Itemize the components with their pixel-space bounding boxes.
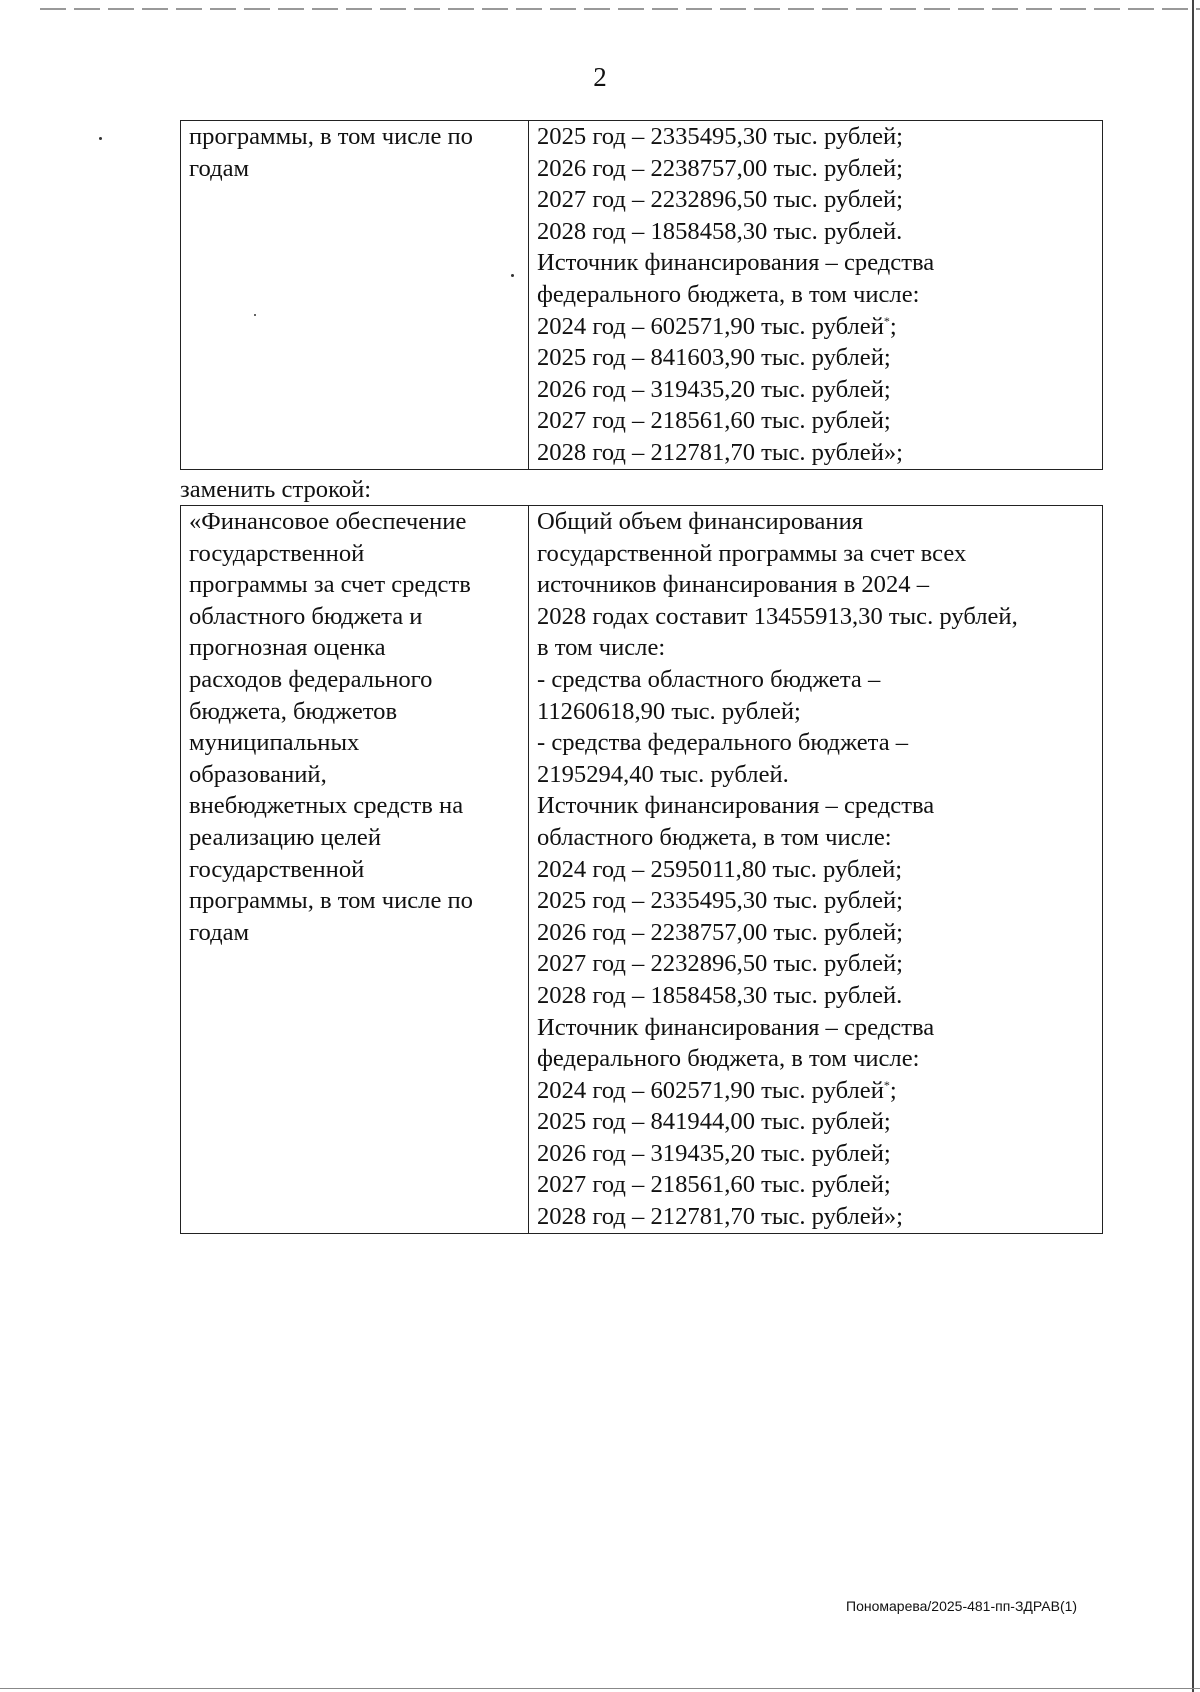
footer-document-code: Пономарева/2025-481-пп-ЗДРАВ(1) bbox=[846, 1598, 1078, 1614]
cell-line: годам bbox=[189, 918, 250, 946]
cell-line: 2025 год – 841603,90 тыс. рублей; bbox=[537, 344, 891, 372]
cell-line: Источник финансирования – средства bbox=[537, 1013, 935, 1041]
cell-line: внебюджетных средств на bbox=[189, 792, 464, 820]
table-row bbox=[181, 121, 1103, 470]
footnote-mark: * bbox=[883, 1077, 890, 1092]
scan-speck bbox=[99, 137, 102, 140]
cell-line: - средства федерального бюджета – bbox=[537, 729, 909, 757]
cell-line: 2026 год – 2238757,00 тыс. рублей; bbox=[537, 154, 903, 182]
cell-line: государственной bbox=[189, 855, 365, 883]
cell-line: 2025 год – 2335495,30 тыс. рублей; bbox=[537, 887, 903, 915]
cell-line: Источник финансирования – средства bbox=[537, 792, 935, 820]
cell-line: 2028 годах составит 13455913,30 тыс. рублей, bbox=[537, 602, 1018, 630]
cell-line: областного бюджета и bbox=[189, 602, 423, 630]
cell-line: федерального бюджета, в том числе: bbox=[537, 1045, 920, 1073]
cell-line: программы, в том числе по bbox=[189, 887, 473, 915]
cell-line: источников финансирования в 2024 – bbox=[537, 571, 929, 599]
cell-line: 2025 год – 841944,00 тыс. рублей; bbox=[537, 1108, 891, 1136]
table-after bbox=[180, 505, 1103, 1234]
right-cell bbox=[529, 121, 1103, 470]
scan-edge-top bbox=[40, 8, 1200, 10]
page-number: 2 bbox=[593, 62, 607, 92]
cell-line: годам bbox=[189, 154, 250, 182]
cell-line: 2025 год – 2335495,30 тыс. рублей; bbox=[537, 123, 903, 150]
cell-line: 2027 год – 218561,60 тыс. рублей; bbox=[537, 1171, 891, 1199]
cell-line: 2195294,40 тыс. рублей. bbox=[537, 760, 789, 788]
cell-line: муниципальных bbox=[189, 729, 360, 757]
cell-line: 2028 год – 1858458,30 тыс. рублей. bbox=[537, 981, 903, 1009]
cell-line: расходов федерального bbox=[189, 665, 433, 693]
cell-line: в том числе: bbox=[537, 634, 666, 662]
cell-line: 2026 год – 319435,20 тыс. рублей; bbox=[537, 1139, 891, 1167]
table-row bbox=[181, 506, 1103, 1234]
cell-line: государственной программы за счет всех bbox=[537, 539, 967, 567]
cell-line: 2027 год – 2232896,50 тыс. рублей; bbox=[537, 186, 903, 214]
cell-line: программы, в том числе по bbox=[189, 123, 473, 150]
cell-line: Общий объем финансирования bbox=[537, 508, 864, 535]
cell-line: 2028 год – 212781,70 тыс. рублей»; bbox=[537, 1203, 903, 1231]
cell-line: государственной bbox=[189, 539, 365, 567]
cell-line: 2026 год – 319435,20 тыс. рублей; bbox=[537, 375, 891, 403]
cell-line: 11260618,90 тыс. рублей; bbox=[537, 697, 801, 725]
cell-line: Источник финансирования – средства bbox=[537, 249, 935, 277]
left-cell bbox=[181, 121, 529, 470]
cell-line: реализацию целей bbox=[189, 823, 381, 851]
cell-line: 2026 год – 2238757,00 тыс. рублей; bbox=[537, 918, 903, 946]
table-before bbox=[180, 120, 1103, 470]
cell-line: областного бюджета, в том числе: bbox=[537, 823, 892, 851]
footnote-mark: * bbox=[883, 313, 890, 328]
line-tail: ; bbox=[889, 1076, 897, 1104]
cell-line-text: 2024 год – 602571,90 тыс. рублей bbox=[537, 312, 884, 340]
scan-edge-bottom bbox=[0, 1688, 1200, 1689]
cell-line-text: 2024 год – 602571,90 тыс. рублей bbox=[537, 1076, 884, 1104]
cell-line-footnoted bbox=[537, 1075, 1094, 1107]
cell-line: образований, bbox=[189, 760, 327, 788]
cell-line: бюджета, бюджетов bbox=[189, 697, 398, 725]
cell-line: 2027 год – 2232896,50 тыс. рублей; bbox=[537, 950, 903, 978]
right-cell bbox=[529, 506, 1103, 1234]
cell-line: - средства областного бюджета – bbox=[537, 665, 881, 693]
cell-line: прогнозная оценка bbox=[189, 634, 386, 662]
cell-line: программы за счет средств bbox=[189, 571, 471, 599]
line-tail: ; bbox=[889, 312, 897, 340]
replace-instruction: заменить строкой: bbox=[180, 476, 372, 503]
cell-line: 2028 год – 212781,70 тыс. рублей»; bbox=[537, 438, 903, 466]
cell-line-footnoted bbox=[537, 311, 1094, 343]
cell-line: 2028 год – 1858458,30 тыс. рублей. bbox=[537, 217, 903, 245]
cell-line: федерального бюджета, в том числе: bbox=[537, 280, 920, 308]
cell-line: «Финансовое обеспечение bbox=[189, 508, 467, 535]
cell-line: 2024 год – 2595011,80 тыс. рублей; bbox=[537, 855, 903, 883]
cell-line: 2027 год – 218561,60 тыс. рублей; bbox=[537, 407, 891, 435]
scan-edge-right bbox=[1192, 0, 1194, 1692]
left-cell bbox=[181, 506, 529, 1234]
